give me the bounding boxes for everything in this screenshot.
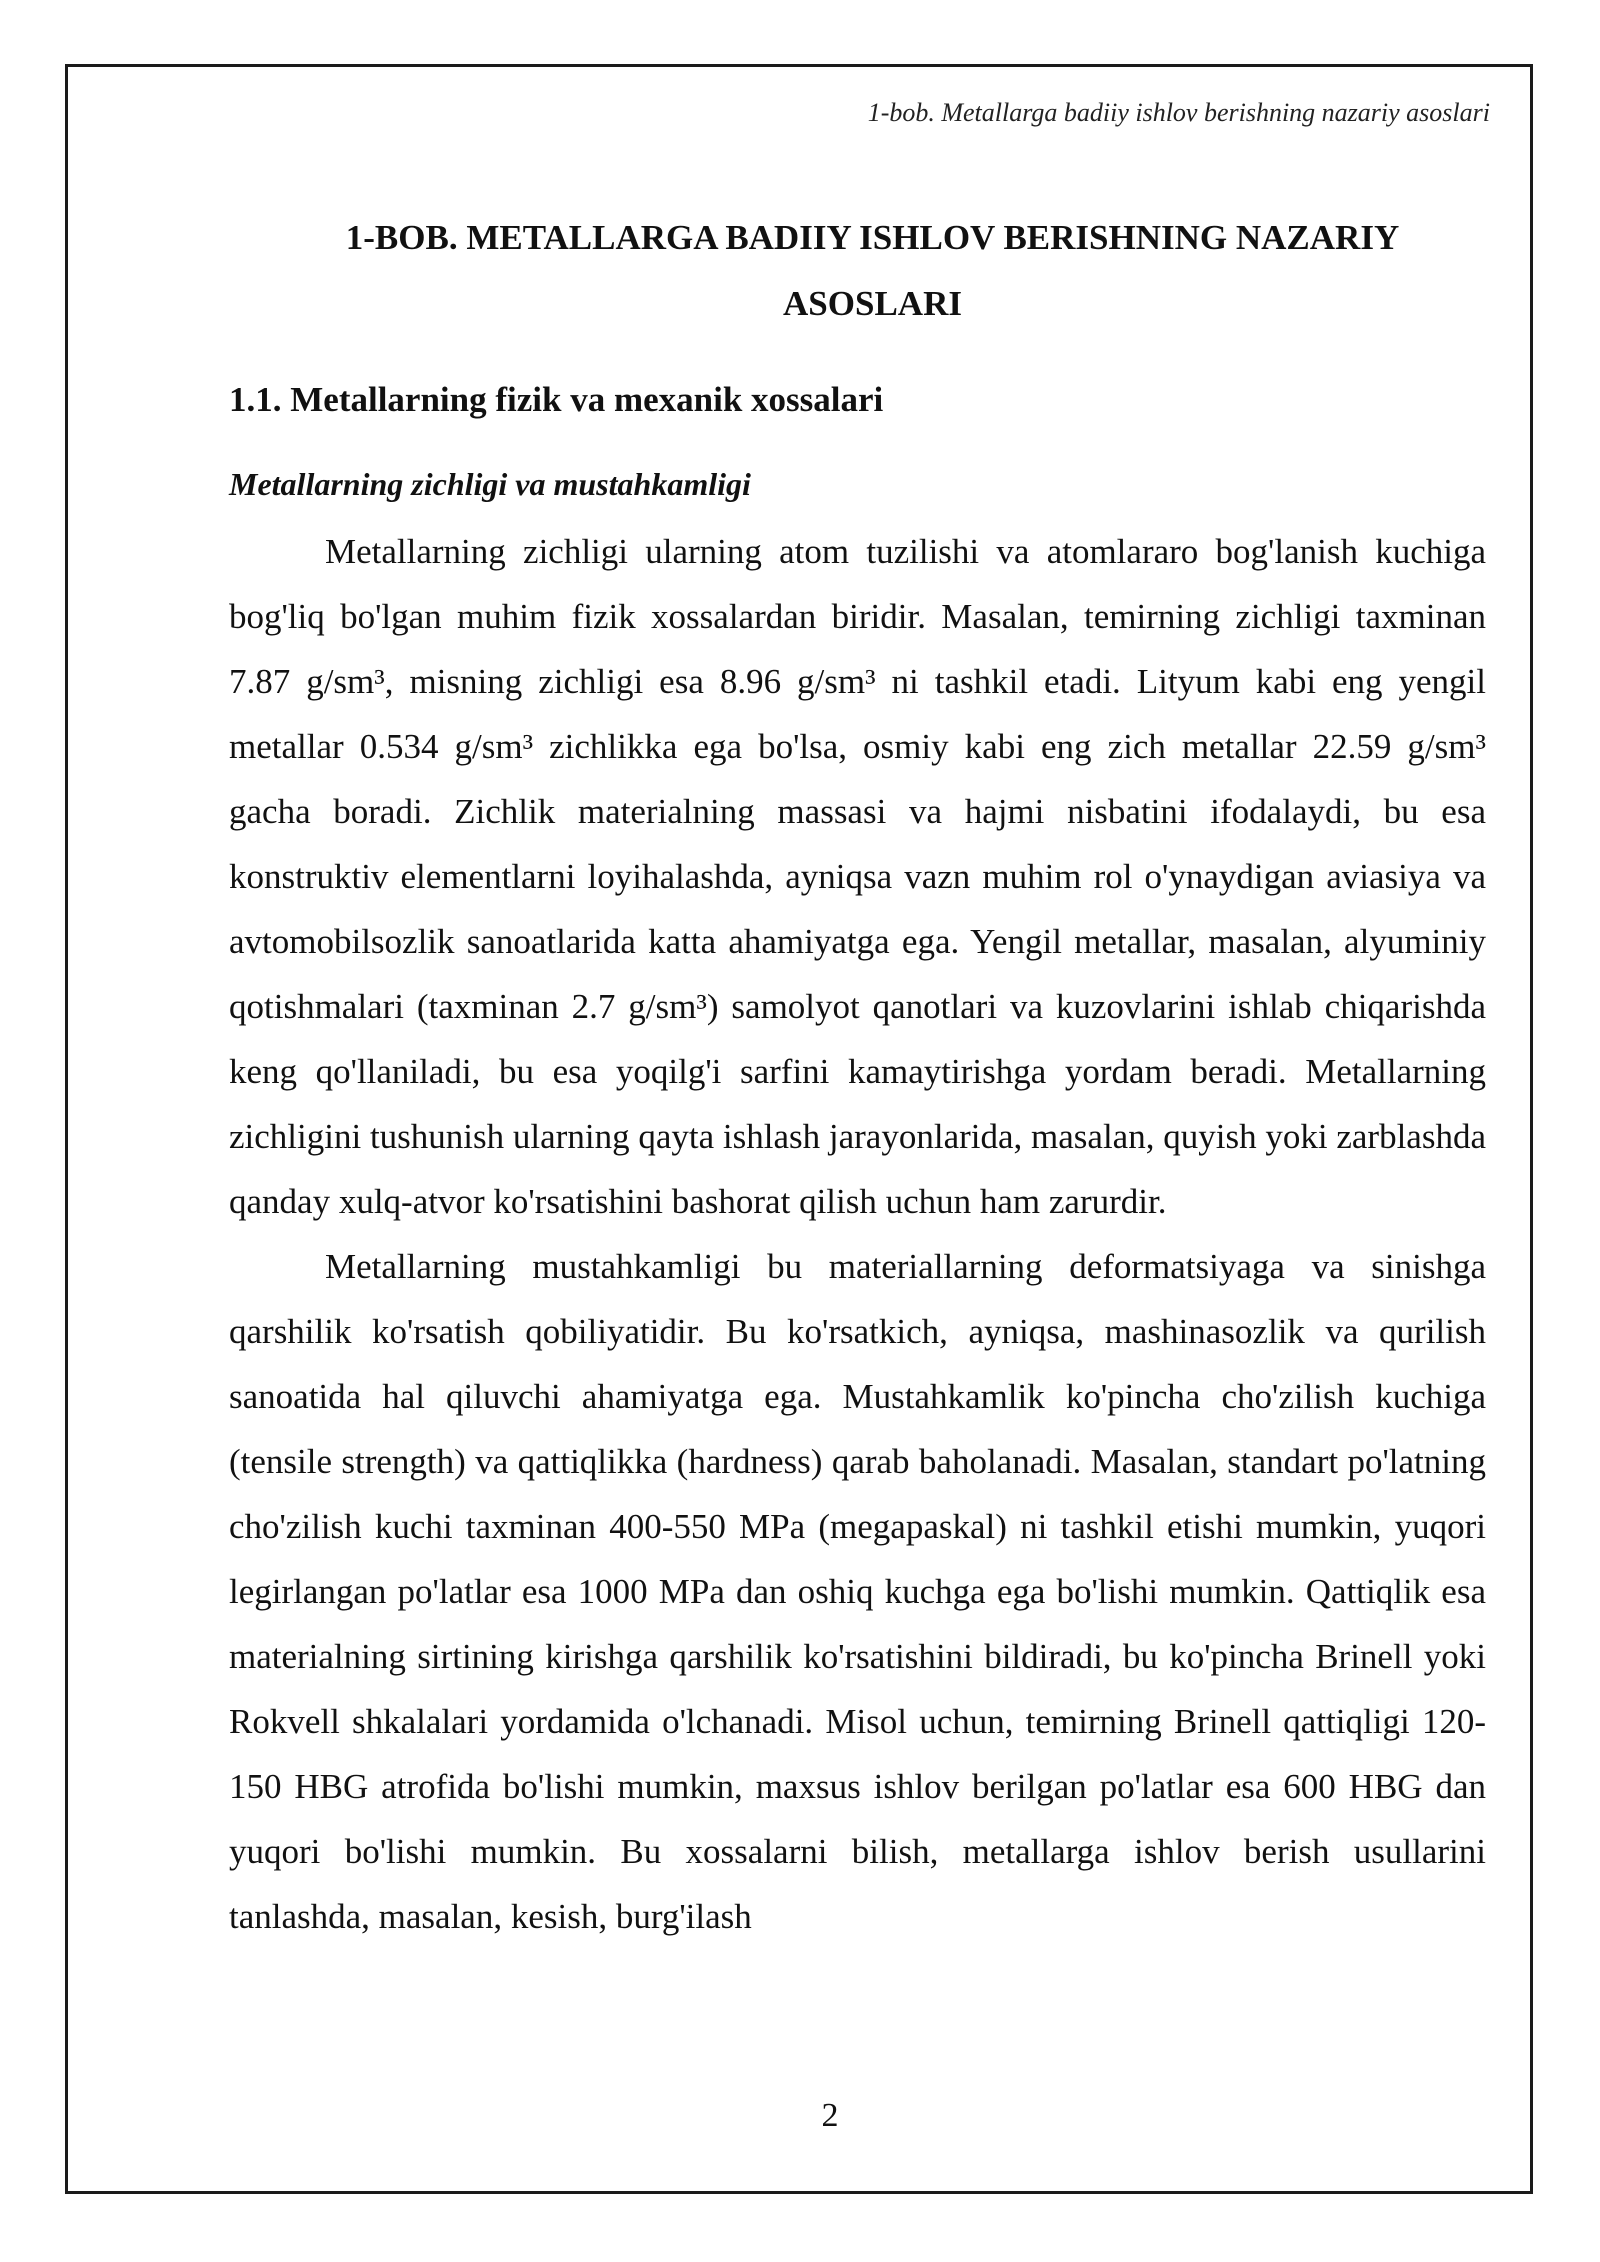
running-header: 1-bob. Metallarga badiiy ishlov berishning nazariy asoslari xyxy=(867,98,1490,127)
subsection-heading: Metallarning zichligi va mustahkamligi xyxy=(229,466,751,502)
body-paragraph: Metallarning zichligi ularning atom tuzilishi va atomlararo bog'lanish kuchiga bog'liq bo'lgan muhim fizik xossalardan biridir. Masalan, temirning zichligi taxminan 7.87 g/sm³, misning zichligi esa 8.96 g/sm³ ni tashkil etadi. Lityum kabi eng yengil metallar 0.534 g/sm³ zichlikka ega bo'lsa, osmiy kabi eng zich metallar 22.59 g/sm³ gacha boradi. Zichlik materialning massasi va hajmi nisbatini ifodalaydi, bu esa konstruktiv elementlarni loyihalashda, ayniqsa vazn muhim rol o'ynaydigan aviasiya va avtomobilsozlik sanoatlarida katta ahamiyatga ega. Yengil metallar, masalan, alyuminiy qotishmalari (taxminan 2.7 g/sm³) samolyot qanotlari va kuzovlarini ishlab chiqarishda keng qo'llaniladi, bu esa yoqilg'i sarfini kamaytirishga yordam beradi. Metallarning zichligini tushunish ularning qayta ishlash jarayonlarida, masalan, quyish yoki zarblashda qanday xulq-atvor ko'rsatishini bashorat qilish uchun ham zarurdir. xyxy=(229,532,1486,1221)
page-number: 2 xyxy=(821,2097,839,2134)
chapter-title: 1-BOB. METALLARGA BADIIY ISHLOV BERISHNING NAZARIY ASOSLARI xyxy=(345,218,1400,323)
section-heading: 1.1. Metallarning fizik va mexanik xossalari xyxy=(229,380,884,419)
page-content xyxy=(229,205,1486,1949)
body-paragraph: Metallarning mustahkamligi bu materiallarning deformatsiyaga va sinishga qarshilik ko'rsatish qobiliyatidir. Bu ko'rsatkich, ayniqsa, mashinasozlik va qurilish sanoatida hal qiluvchi ahamiyatga ega. Mustahkamlik ko'pincha cho'zilish kuchiga (tensile strength) va qattiqlikka (hardness) qarab baholanadi. Masalan, standart po'latning cho'zilish kuchi taxminan 400-550 MPa (megapaskal) ni tashkil etishi mumkin, yuqori legirlangan po'latlar esa 1000 MPa dan oshiq kuchga ega bo'lishi mumkin. Qattiqlik esa materialning sirtining kirishga qarshilik ko'rsatishini bildiradi, bu ko'pincha Brinell yoki Rokvell shkalalari yordamida o'lchanadi. Misol uchun, temirning Brinell qattiqligi 120-150 HBG atrofida bo'lishi mumkin, maxsus ishlov berilgan po'latlar esa 600 HBG dan yuqori bo'lishi mumkin. Bu xossalarni bilish, metallarga ishlov berish usullarini tanlashda, masalan, kesish, burg'ilash xyxy=(229,1247,1486,1936)
